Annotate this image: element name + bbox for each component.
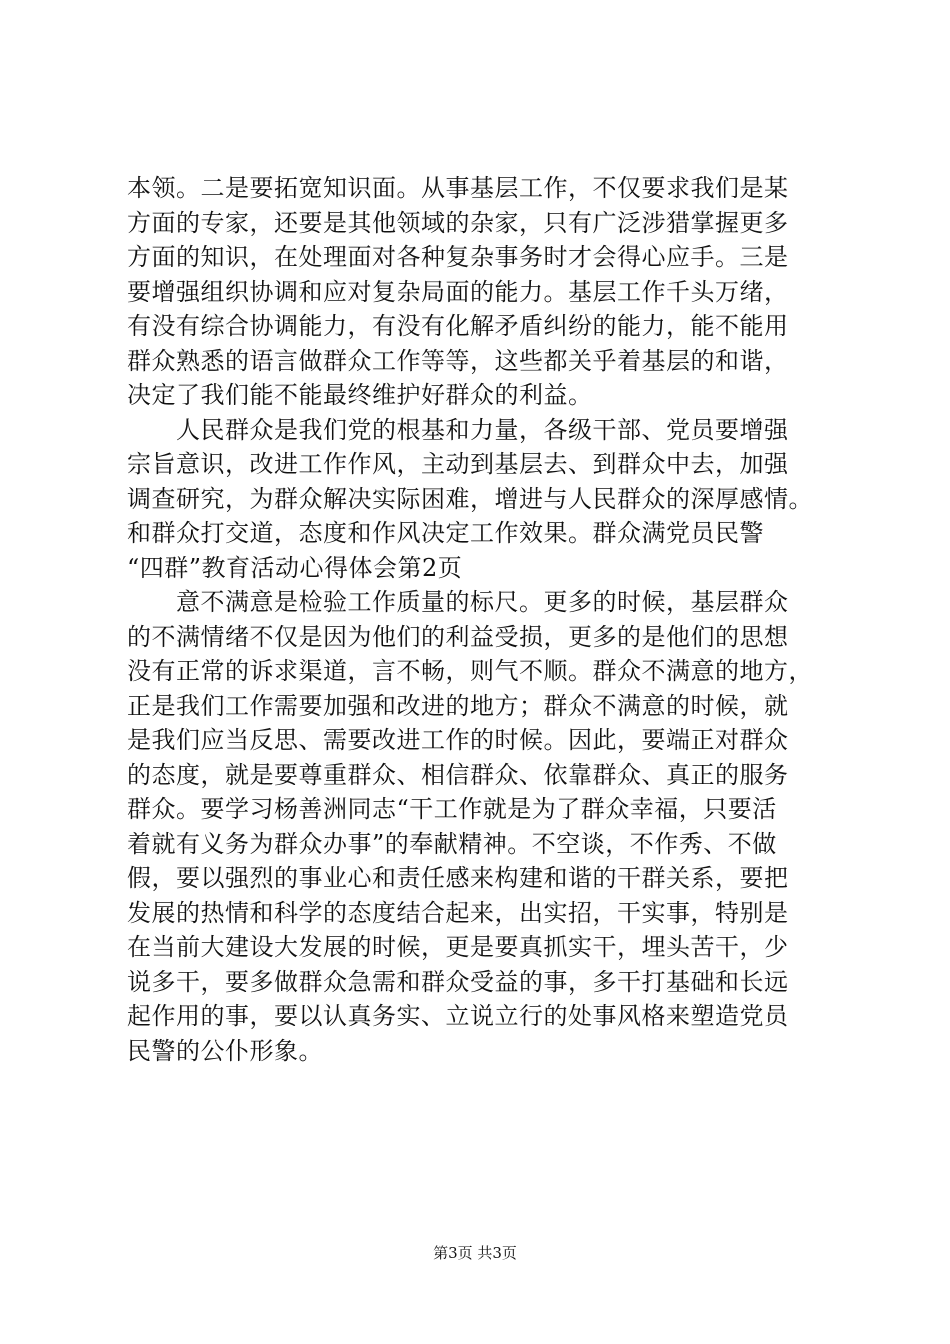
text-line: 群众。要学习杨善洲同志“干工作就是为了群众幸福，只要活 (127, 795, 777, 823)
text-line: 说多干，要多做群众急需和群众受益的事，多干打基础和长远 (127, 967, 789, 996)
text-line: 在当前大建设大发展的时候，更是要真抓实干，埋头苦干，少 (127, 933, 789, 961)
text-line: 方面的专家，还要是其他领域的杂家，只有广泛涉猎掌握更多 (127, 208, 789, 237)
text-line: 假，要以强烈的事业心和责任感来构建和谐的干群关系，要把 (127, 864, 789, 892)
text-line: 要增强组织协调和应对复杂局面的能力。基层工作千头万绪， (127, 277, 789, 306)
text-line: 群众熟悉的语言做群众工作等等，这些都关乎着基层的和谐， (127, 346, 789, 375)
text-line: 起作用的事，要以认真务实、立说立行的处事风格来塑造党员 (127, 1002, 789, 1030)
text-line: 着就有义务为群众办事”的奉献精神。不空谈，不作秀、不做 (127, 829, 777, 858)
page-number-label: 第3页 共3页 (433, 1244, 517, 1262)
text-line: “四群”教育活动心得体会第2页 (127, 553, 463, 582)
text-line: 没有正常的诉求渠道，言不畅，则气不顺。群众不满意的地方， (127, 657, 813, 685)
text-line: 的态度，就是要尊重群众、相信群众、依靠群众、真正的服务 (127, 760, 789, 789)
text-line: 意不满意是检验工作质量的标尺。更多的时候，基层群众 (127, 588, 789, 616)
text-line: 决定了我们能不能最终维护好群众的利益。 (127, 381, 593, 409)
text-line: 本领。二是要拓宽知识面。从事基层工作，不仅要求我们是某 (127, 174, 789, 202)
text-line: 方面的知识，在处理面对各种复杂事务时才会得心应手。三是 (127, 243, 789, 271)
text-line: 和群众打交道，态度和作风决定工作效果。群众满党员民警 (127, 519, 764, 547)
text-line: 有没有综合协调能力，有没有化解矛盾纠纷的能力，能不能用 (127, 312, 789, 340)
text-line: 宗旨意识，改进工作作风，主动到基层去、到群众中去，加强 (127, 450, 789, 478)
text-line: 发展的热情和科学的态度结合起来，出实招，干实事，特别是 (127, 898, 789, 927)
text-line: 的不满情绪不仅是因为他们的利益受损，更多的是他们的思想 (127, 622, 789, 651)
page-footer (0, 1243, 950, 1263)
text-line: 正是我们工作需要加强和改进的地方；群众不满意的时候，就 (127, 691, 789, 720)
text-line: 是我们应当反思、需要改进工作的时候。因此，要端正对群众 (127, 726, 789, 754)
text-line: 人民群众是我们党的根基和力量，各级干部、党员要增强 (127, 415, 789, 444)
text-line: 民警的公仆形象。 (127, 1036, 323, 1065)
body-text (127, 171, 847, 1068)
text-line: 调查研究，为群众解决实际困难，增进与人民群众的深厚感情。 (127, 484, 813, 513)
